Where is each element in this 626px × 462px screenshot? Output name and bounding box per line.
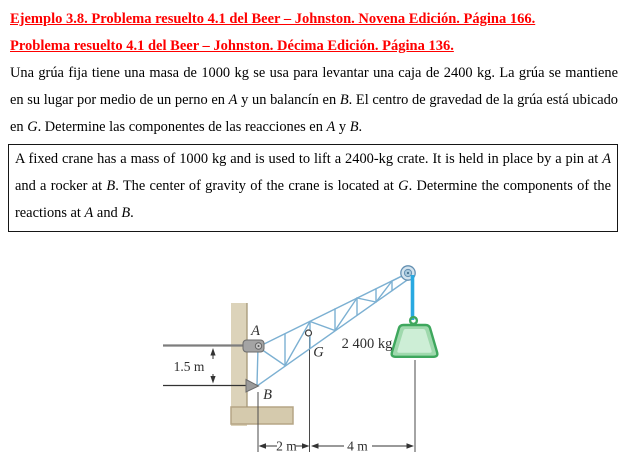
es-var-b2: B: [349, 119, 359, 135]
load-label: 2 400 kg: [341, 336, 393, 352]
truss-bottom-chord: [257, 278, 410, 386]
en-text: . Determine the components of the reactions at: [15, 178, 611, 221]
label-b: B: [263, 387, 272, 403]
es-text: y un balancín en: [237, 92, 340, 108]
wall-foot: [231, 407, 293, 424]
es-text: .: [358, 119, 363, 135]
title-line-1: Ejemplo 3.8. Problema resuelto 4.1 del Beer – Johnston. Novena Edición. Página 166.: [10, 11, 536, 27]
es-var-g: G: [27, 119, 38, 135]
dim-label-1-5m: 1.5 m: [173, 359, 205, 374]
dim-label-4m: 4 m: [347, 438, 368, 454]
dim-label-2m: 2 m: [276, 438, 297, 454]
es-var-a2: A: [326, 119, 336, 135]
es-text: . El centro de gravedad de la grúa está ubicado en: [10, 92, 618, 135]
gravity-center-marker: [306, 330, 312, 336]
crane-diagram: [0, 258, 626, 462]
en-var-a2: A: [84, 205, 94, 221]
es-text: Una grúa fija tiene una masa de 1000 kg se usa para levantar una caja de 2400 kg. La grúa se mantiene en su lugar por medio de un perno en: [10, 65, 618, 108]
en-text: and a rocker at: [15, 178, 107, 194]
crate-weight: [392, 317, 438, 357]
label-a: A: [251, 323, 260, 339]
en-text: and: [93, 205, 122, 221]
en-text: .: [130, 205, 134, 221]
problem-box-en: [8, 144, 618, 232]
es-text: y: [335, 119, 350, 135]
pin-support-a: [243, 340, 264, 352]
problem-paragraph-en: [15, 146, 611, 227]
en-var-g: G: [398, 178, 409, 194]
en-var-a: A: [602, 151, 611, 167]
es-text: . Determine las componentes de las reacciones en: [37, 119, 327, 135]
label-g: G: [313, 344, 324, 361]
truss-boom: [257, 273, 410, 387]
en-var-b: B: [106, 178, 116, 194]
en-var-b2: B: [121, 205, 131, 221]
problem-paragraph-es: [10, 60, 618, 141]
es-var-b: B: [339, 92, 349, 108]
title-line-2: Problema resuelto 4.1 del Beer – Johnston. Décima Edición. Página 136.: [10, 38, 454, 54]
en-text: A fixed crane has a mass of 1000 kg and is used to lift a 2400-kg crate. It is held in place by a pin at: [15, 151, 603, 167]
en-text: . The center of gravity of the crane is located at: [115, 178, 399, 194]
es-var-a: A: [228, 92, 238, 108]
